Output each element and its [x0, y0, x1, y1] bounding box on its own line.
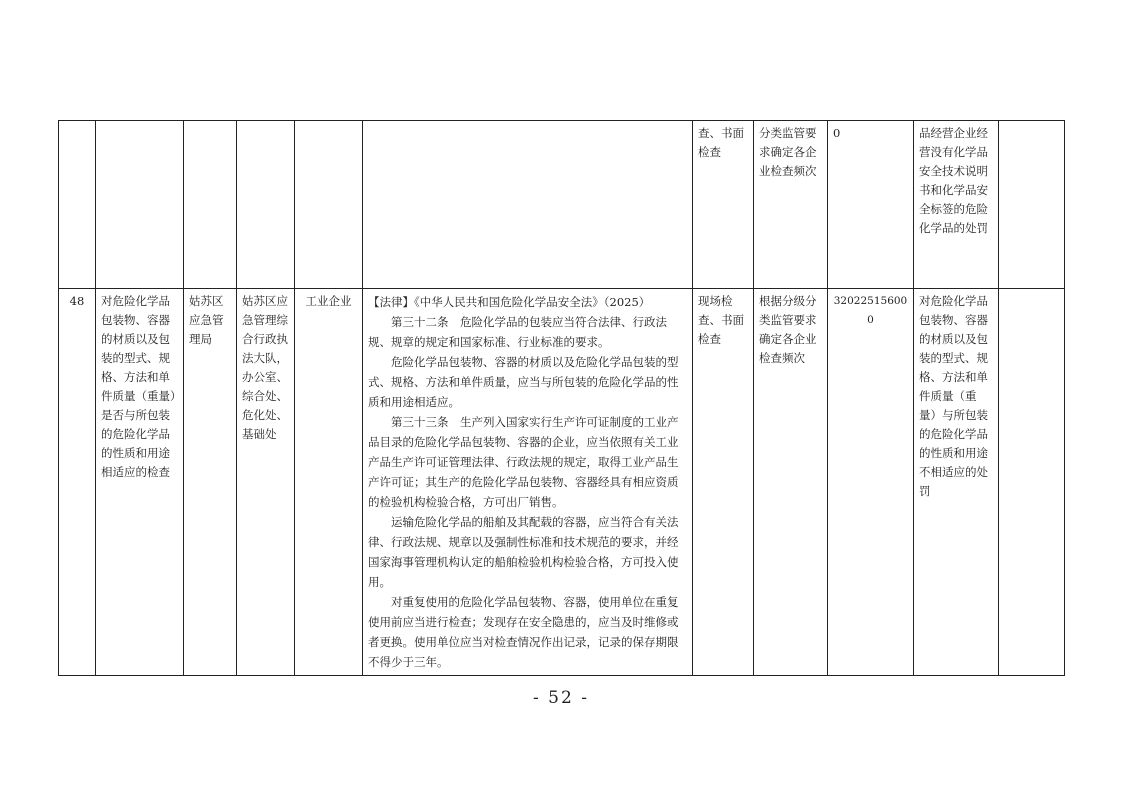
- cell-unit: [237, 121, 295, 289]
- cell-penalty: 对危险化学品包装物、容器的材质以及包装的型式、规格、方法和单件质量（重量）与所包装的危险化学品的性质和用途不相适应的处罚: [914, 289, 999, 676]
- cell-law: [363, 289, 693, 676]
- table-row-continued: [59, 121, 1065, 289]
- cell-target: 工业企业: [295, 289, 363, 676]
- cell-remark: [999, 289, 1065, 676]
- cell-code: 320225156000: [828, 289, 914, 676]
- cell-index: 48: [59, 289, 96, 676]
- law-paragraph: 危险化学品包装物、容器的材质以及危险化学品包装的型式、规格、方法和单件质量，应当与所包装的危险化学品的性质和用途相适应。: [368, 355, 679, 409]
- cell-unit: 姑苏区应急管理综合行政执法大队，办公室、综合处、危化处、基础处: [237, 289, 295, 676]
- cell-law: [363, 121, 693, 289]
- cell-item: [96, 121, 184, 289]
- cell-frequency: 分类监管要求确定各企业检查频次: [754, 121, 828, 289]
- cell-code: 0: [828, 121, 914, 289]
- cell-dept: [184, 121, 237, 289]
- law-title: 【法律】《中华人民共和国危险化学品安全法》（2025）: [368, 295, 651, 309]
- cell-index: [59, 121, 96, 289]
- law-paragraph: 对重复使用的危险化学品包装物、容器，使用单位在重复使用前应当进行检查；发现存在安全隐患的，应当及时维修或者更换。使用单位应当对检查情况作出记录，记录的保存期限不得少于三年。: [368, 595, 679, 669]
- table-row-48: [59, 289, 1065, 676]
- cell-method: 现场检查、书面检查: [693, 289, 754, 676]
- cell-dept: 姑苏区应急管理局: [184, 289, 237, 676]
- cell-frequency: 根据分级分类监管要求确定各企业检查频次: [754, 289, 828, 676]
- cell-target: [295, 121, 363, 289]
- page-number: - 52 -: [533, 688, 589, 708]
- law-paragraph: 第三十三条 生产列入国家实行生产许可证制度的工业产品目录的危险化学品包装物、容器的企业，应当依照有关工业产品生产许可证管理法律、行政法规的规定，取得工业产品生产许可证；其生产的危险化学品包装物、容器经具有相应资质的检验机构检验合格，方可出厂销售。: [368, 415, 679, 509]
- law-paragraph: 运输危险化学品的船舶及其配载的容器，应当符合有关法律、行政法规、规章以及强制性标准和技术规范的要求，并经国家海事管理机构认定的船舶检验机构检验合格，方可投入使用。: [368, 515, 679, 589]
- cell-item: 对危险化学品包装物、容器的材质以及包装的型式、规格、方法和单件质量（重量）是否与所包装的危险化学品的性质和用途相适应的检查: [96, 289, 184, 676]
- cell-method: 查、书面检查: [693, 121, 754, 289]
- cell-remark: [999, 121, 1065, 289]
- law-paragraph: 第三十二条 危险化学品的包装应当符合法律、行政法规、规章的规定和国家标准、行业标准的要求。: [368, 315, 667, 349]
- cell-penalty: 品经营企业经营没有化学品安全技术说明书和化学品安全标签的危险化学品的处罚: [914, 121, 999, 289]
- inspection-table: [58, 120, 1065, 676]
